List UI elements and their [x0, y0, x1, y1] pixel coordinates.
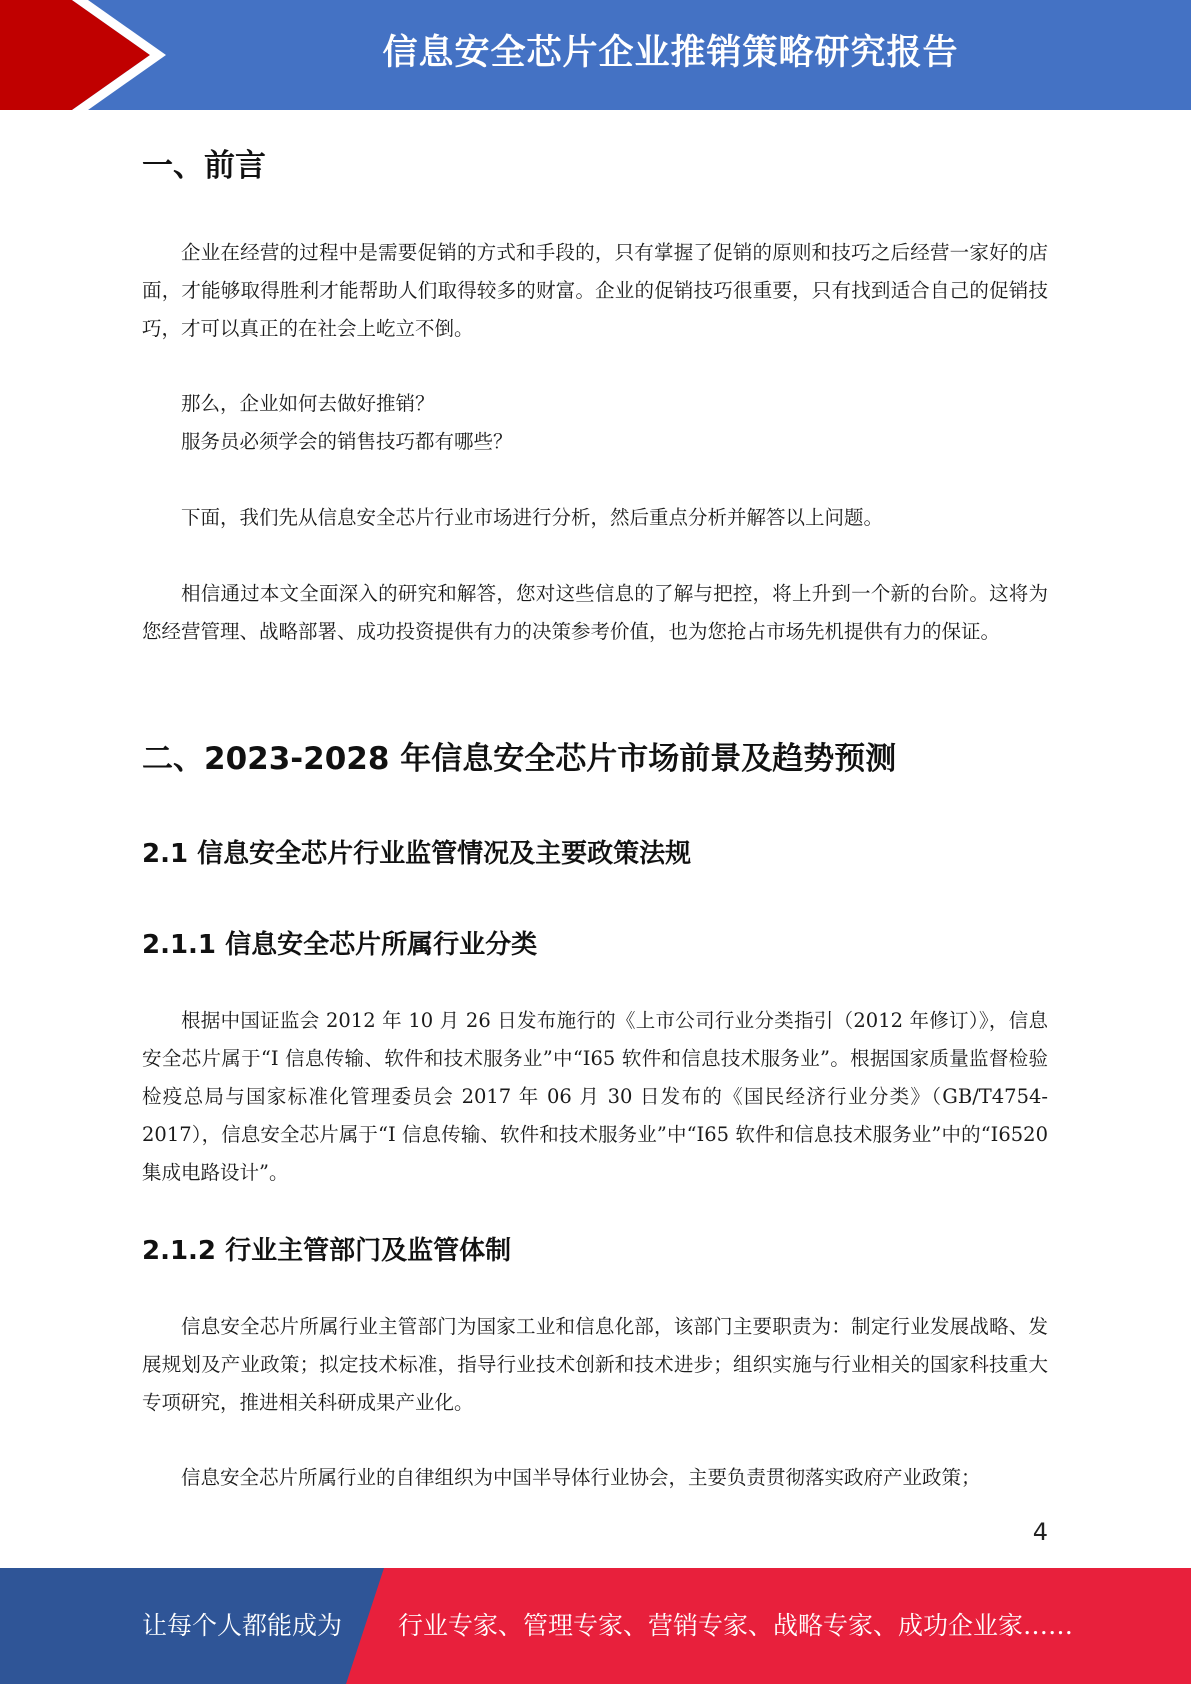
section-2-heading: 二、2023-2028 年信息安全芯片市场前景及趋势预测 [142, 741, 897, 777]
preface-paragraph-1: 企业在经营的过程中是需要促销的方式和手段的，只有掌握了促销的原则和技巧之后经营一家好的店面，才能够取得胜利才能帮助人们取得较多的财富。企业的促销技巧很重要，只有找到适合自己的促销技巧，才可以真正的在社会上屹立不倒。 [142, 241, 1048, 340]
page-header [0, 0, 1191, 110]
preface-question-2: 服务员必须学会的销售技巧都有哪些？ [181, 430, 513, 453]
regulator-paragraph: 信息安全芯片所属行业主管部门为国家工业和信息化部，该部门主要职责为：制定行业发展战略、发展规划及产业政策；拟定技术标准，指导行业技术创新和技术进步；组织实施与行业相关的国家科技重大专项研究，推进相关科研成果产业化。 [142, 1315, 1048, 1414]
section-2-1-1-heading: 2.1.1 信息安全芯片所属行业分类 [142, 930, 538, 960]
footer-slogan-left: 让每个人都能成为 [142, 1611, 343, 1640]
report-title: 信息安全芯片企业推销策略研究报告 [382, 33, 959, 73]
section-2-1-heading: 2.1 信息安全芯片行业监管情况及主要政策法规 [142, 839, 692, 869]
section-2-1-2-heading: 2.1.2 行业主管部门及监管体制 [142, 1236, 512, 1266]
page-number: 4 [1032, 1518, 1048, 1546]
footer-slogan-right: 行业专家、管理专家、营销专家、战略专家、成功企业家…… [398, 1611, 1074, 1640]
self-regulatory-paragraph: 信息安全芯片所属行业的自律组织为中国半导体行业协会，主要负责贯彻落实政府产业政策； [181, 1466, 981, 1489]
page-footer [0, 1568, 1191, 1684]
preface-question-1: 那么，企业如何去做好推销？ [181, 392, 435, 415]
industry-classification-paragraph: 根据中国证监会 2012 年 10 月 26 日发布施行的《上市公司行业分类指引（2012 年修订）》，信息安全芯片属于“I 信息传输、软件和技术服务业”中“I65 软件和信息技术服务业”。根据国家质量监督检验检疫总局与国家标准化管理委员会 2017 年 06 月 30 日发布的《国民经济行业分类》（GB/T4754-2017），信息安全芯片属于“I 信息传输、软件和技术服务业”中“I65 软件和信息技术服务业”中的“I6520 集成电路设计”。 [142, 1009, 1048, 1184]
section-1-heading: 一、前言 [142, 148, 266, 184]
preface-paragraph-3: 相信通过本文全面深入的研究和解答，您对这些信息的了解与把控，将上升到一个新的台阶。这将为您经营管理、战略部署、成功投资提供有力的决策参考价值，也为您抢占市场先机提供有力的保证。 [142, 582, 1048, 643]
preface-paragraph-2: 下面，我们先从信息安全芯片行业市场进行分析，然后重点分析并解答以上问题。 [181, 506, 884, 529]
